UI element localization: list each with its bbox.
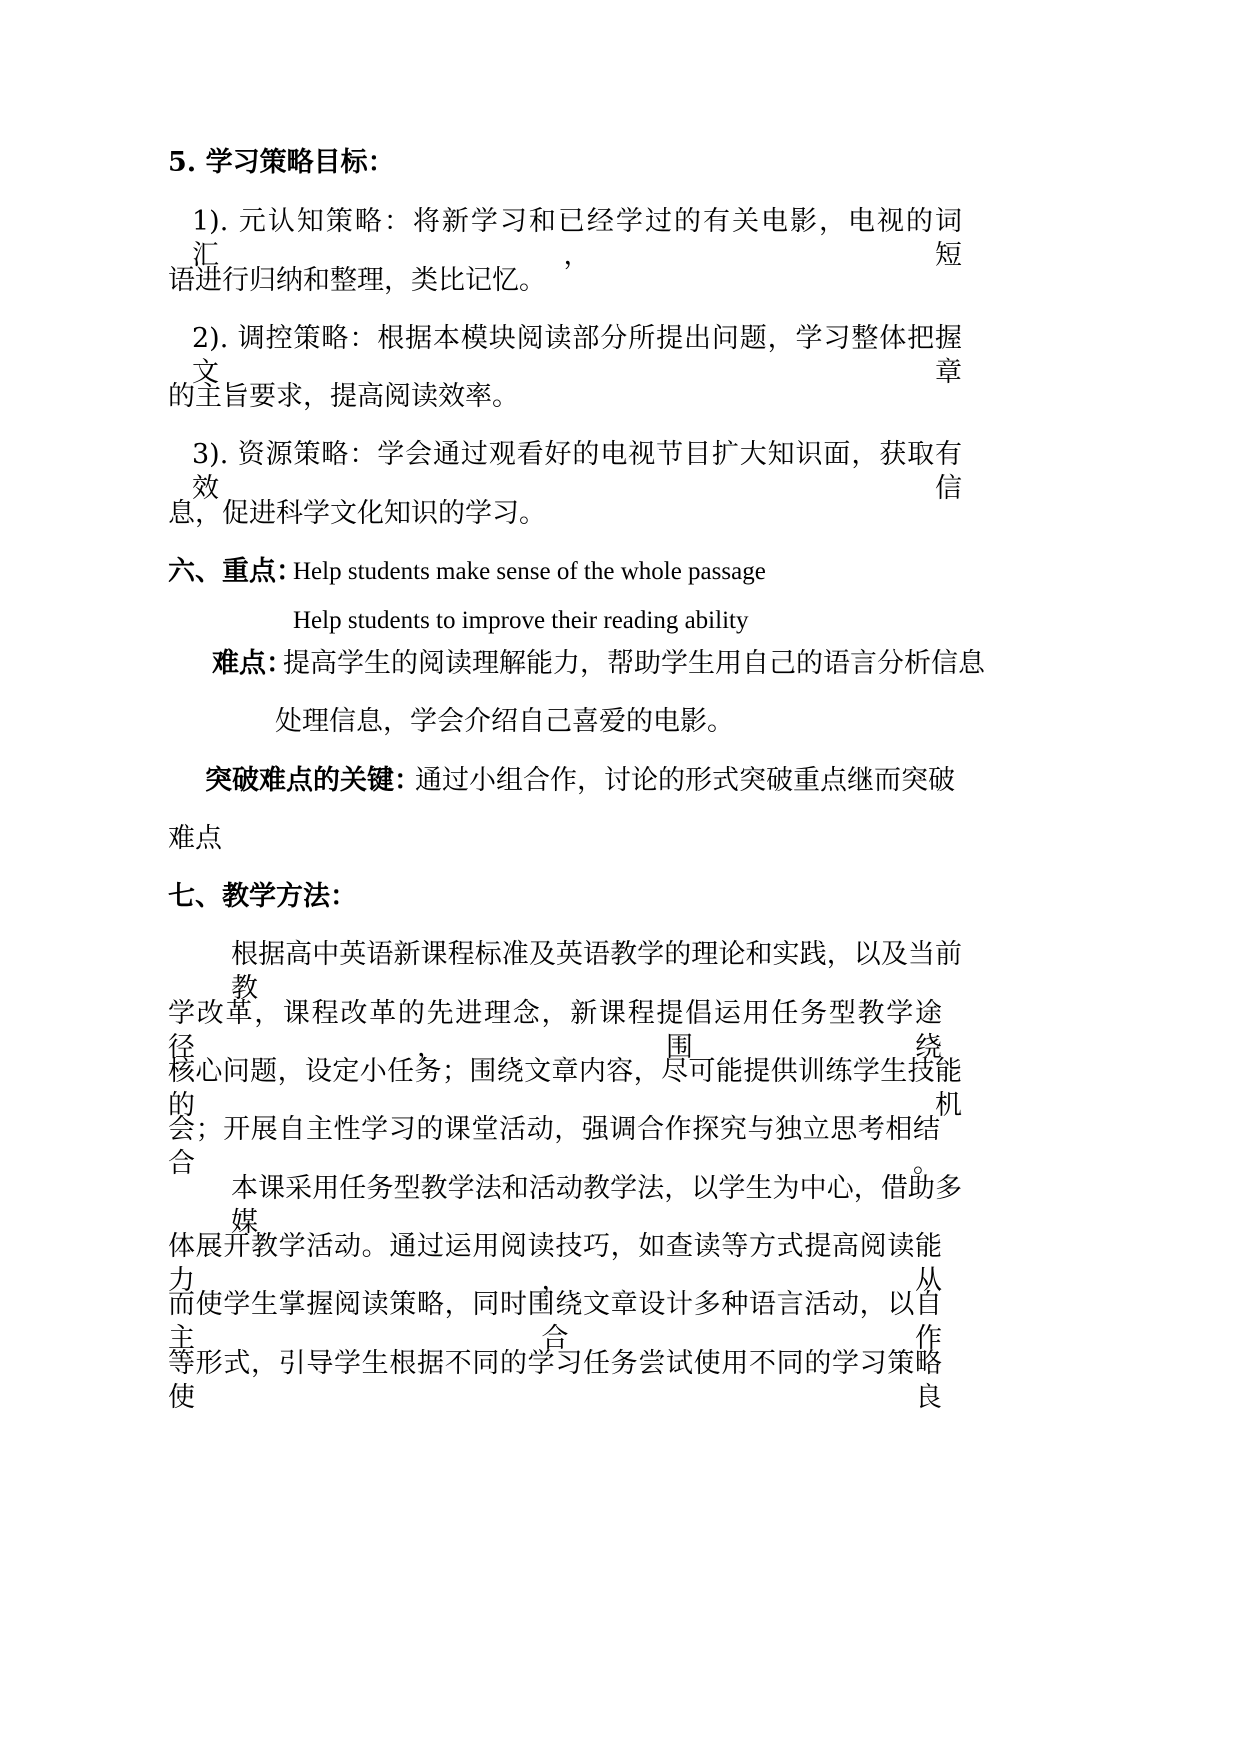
difficulty-line-1: 提高学生的阅读理解能力，帮助学生用自己的语言分析信息 xyxy=(283,648,985,679)
strategy-item-3-line-1: 3). 资源策略：学会通过观看好的电视节目扩大知识面，获取有效信 xyxy=(192,439,962,504)
key-point-2: Help students to improve their reading ability xyxy=(293,607,749,634)
method-para-1-line-3: 核心问题，设定小任务；围绕文章内容，尽可能提供训练学生技能的机 xyxy=(168,1056,962,1121)
breakthrough-label: 突破难点的关键： xyxy=(205,765,421,796)
breakthrough-line-1: 通过小组合作，讨论的形式突破重点继而突破 xyxy=(415,765,955,796)
method-para-1-line-2: 学改革，课程改革的先进理念，新课程提倡运用任务型教学途径，围绕 xyxy=(168,998,942,1063)
method-para-1-line-1: 根据高中英语新课程标准及英语教学的理论和实践，以及当前教 xyxy=(231,939,962,1004)
strategy-item-3-line-2: 息，促进科学文化知识的学习。 xyxy=(168,498,546,529)
key-point-1: Help students make sense of the whole passage xyxy=(293,558,766,585)
method-para-2-line-3: 而使学生掌握阅读策略，同时围绕文章设计多种语言活动，以自主合作 xyxy=(168,1289,942,1354)
difficulty-label: 难点： xyxy=(212,648,293,679)
strategy-item-1-line-1: 1). 元认知策略：将新学习和已经学过的有关电影，电视的词汇，短 xyxy=(192,206,962,271)
method-para-1-line-4: 会；开展自主性学习的课堂活动，强调合作探究与独立思考相结合。 xyxy=(168,1114,940,1179)
section-7-heading: 七、教学方法： xyxy=(168,881,357,912)
strategy-item-2-line-2: 的主旨要求，提高阅读效率。 xyxy=(168,381,519,412)
section-5-heading: 5. 学习策略目标： xyxy=(168,147,395,178)
strategy-item-2-line-1: 2). 调控策略：根据本模块阅读部分所提出问题，学习整体把握文章 xyxy=(192,323,962,388)
breakthrough-line-2: 难点 xyxy=(168,823,222,854)
method-para-2-line-2: 体展开教学活动。通过运用阅读技巧，如查读等方式提高阅读能力，从 xyxy=(168,1231,942,1296)
difficulty-line-2: 处理信息，学会介绍自己喜爱的电影。 xyxy=(275,706,734,737)
method-para-2-line-1: 本课采用任务型教学法和活动教学法，以学生为中心，借助多媒 xyxy=(231,1173,962,1238)
method-para-2-line-4: 等形式，引导学生根据不同的学习任务尝试使用不同的学习策略使良 xyxy=(168,1348,942,1413)
key-points-label: 六、重点： xyxy=(168,556,303,587)
strategy-item-1-line-2: 语进行归纳和整理，类比记忆。 xyxy=(168,265,546,296)
